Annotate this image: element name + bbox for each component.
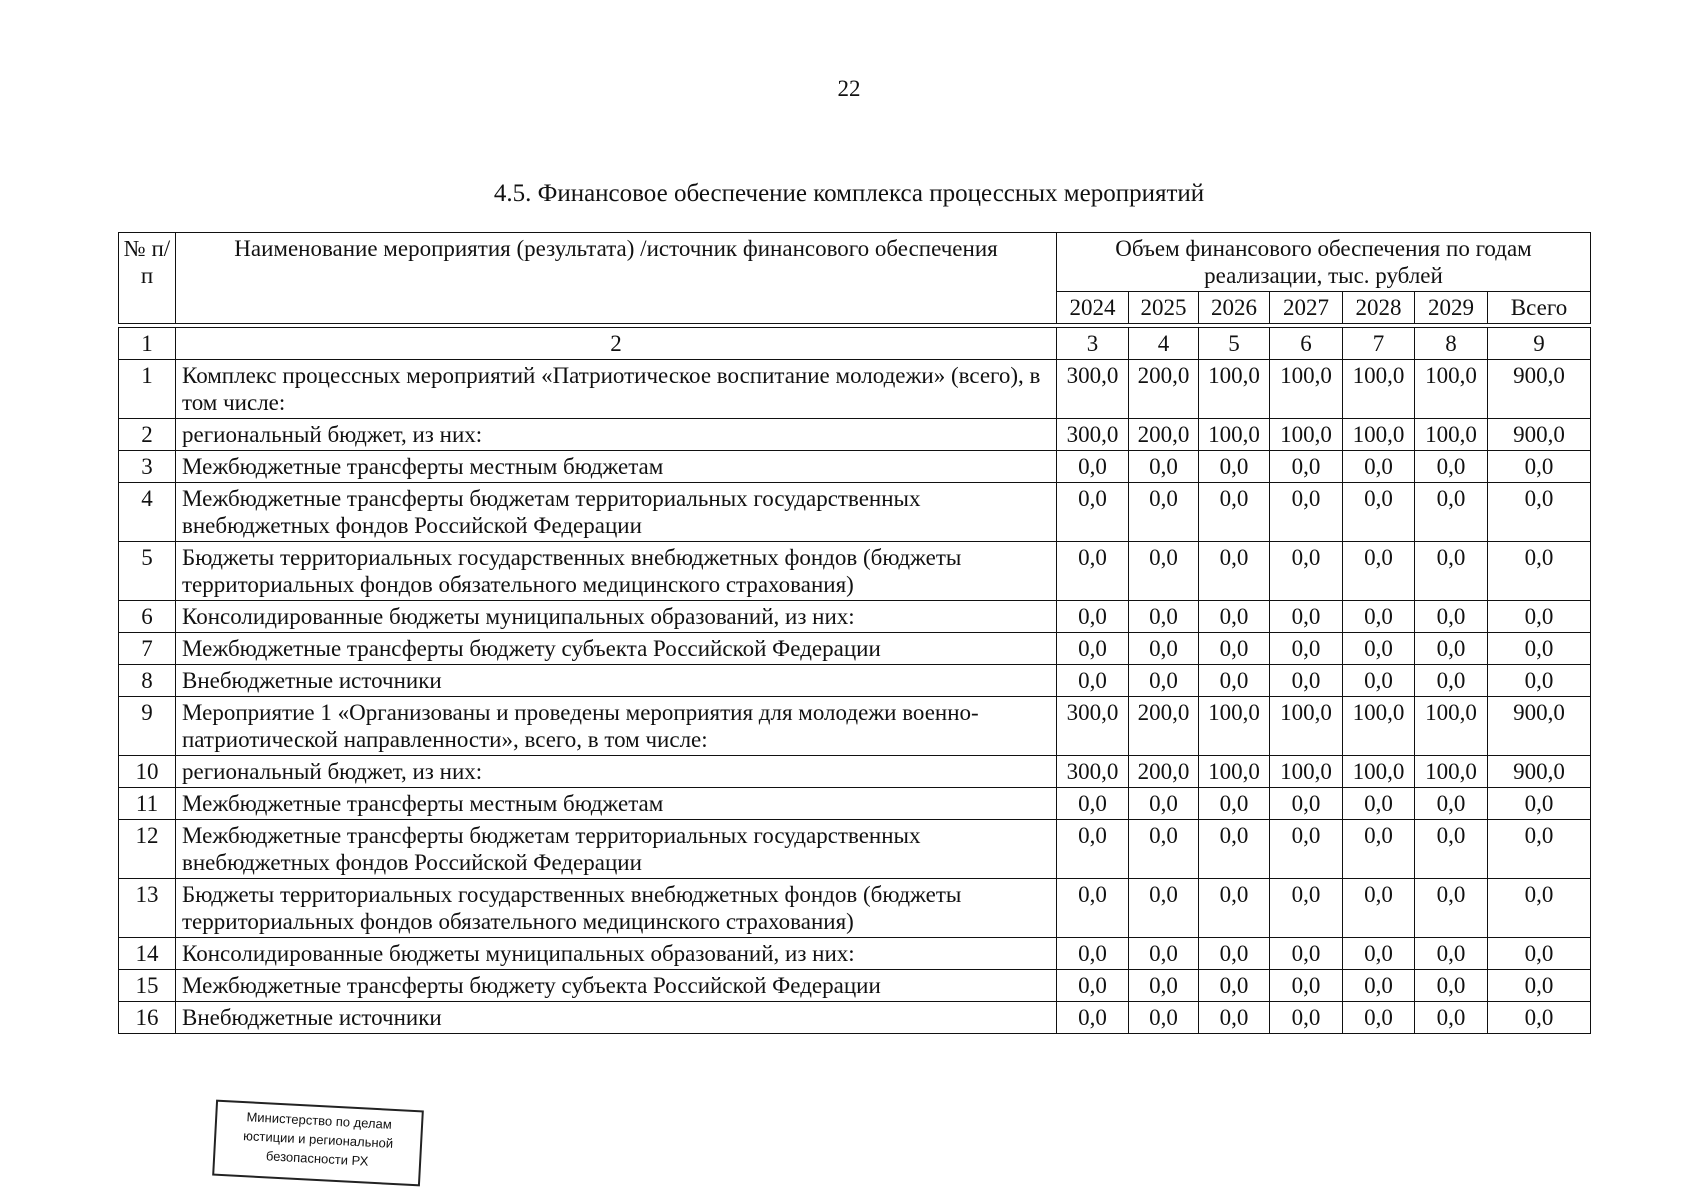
row-value: 0,0 — [1129, 820, 1199, 879]
row-value: 0,0 — [1057, 938, 1129, 970]
row-name: Мероприятие 1 «Организованы и проведены мероприятия для молодежи военно-патриотической направленности», всего, в том числе: — [176, 697, 1057, 756]
row-value: 0,0 — [1129, 1002, 1199, 1034]
stamp-line: юстиции и региональной — [242, 1128, 394, 1151]
column-index: 9 — [1488, 328, 1591, 360]
row-value: 100,0 — [1270, 419, 1343, 451]
row-total: 0,0 — [1488, 970, 1591, 1002]
table-row — [119, 1002, 1591, 1034]
row-value: 0,0 — [1129, 665, 1199, 697]
row-value: 0,0 — [1415, 1002, 1488, 1034]
row-value: 0,0 — [1343, 788, 1415, 820]
header-total: Всего — [1488, 292, 1591, 324]
row-name: Консолидированные бюджеты муниципальных образований, из них: — [176, 601, 1057, 633]
row-number: 1 — [119, 360, 176, 419]
column-index: 4 — [1129, 328, 1199, 360]
financial-table — [118, 232, 1591, 1034]
row-name: Межбюджетные трансферты бюджету субъекта Российской Федерации — [176, 633, 1057, 665]
row-total: 0,0 — [1488, 601, 1591, 633]
column-index: 6 — [1270, 328, 1343, 360]
row-total: 900,0 — [1488, 756, 1591, 788]
row-value: 0,0 — [1270, 601, 1343, 633]
row-value: 0,0 — [1199, 601, 1270, 633]
row-name: Бюджеты территориальных государственных внебюджетных фондов (бюджеты территориальных фондов обязательного медицинского страхования) — [176, 879, 1057, 938]
row-value: 100,0 — [1343, 756, 1415, 788]
row-value: 0,0 — [1199, 820, 1270, 879]
stamp-line: безопасности РХ — [265, 1148, 369, 1169]
row-total: 0,0 — [1488, 879, 1591, 938]
row-name: Межбюджетные трансферты бюджету субъекта Российской Федерации — [176, 970, 1057, 1002]
row-value: 0,0 — [1199, 879, 1270, 938]
row-value: 100,0 — [1199, 419, 1270, 451]
row-value: 0,0 — [1343, 879, 1415, 938]
row-number: 3 — [119, 451, 176, 483]
header-year: 2026 — [1199, 292, 1270, 324]
header-year: 2025 — [1129, 292, 1199, 324]
row-value: 0,0 — [1057, 820, 1129, 879]
header-name: Наименование мероприятия (результата) /источник финансового обеспечения — [176, 233, 1057, 324]
row-value: 0,0 — [1057, 788, 1129, 820]
row-number: 12 — [119, 820, 176, 879]
row-value: 100,0 — [1415, 360, 1488, 419]
row-value: 0,0 — [1270, 788, 1343, 820]
row-total: 900,0 — [1488, 360, 1591, 419]
row-number: 5 — [119, 542, 176, 601]
row-name: Бюджеты территориальных государственных внебюджетных фондов (бюджеты территориальных фондов обязательного медицинского страхования) — [176, 542, 1057, 601]
table-row — [119, 601, 1591, 633]
column-index: 1 — [119, 328, 176, 360]
row-value: 0,0 — [1343, 633, 1415, 665]
row-number: 16 — [119, 1002, 176, 1034]
table-row — [119, 697, 1591, 756]
row-value: 0,0 — [1343, 451, 1415, 483]
table-row — [119, 788, 1591, 820]
ministry-stamp — [212, 1100, 424, 1187]
row-value: 300,0 — [1057, 419, 1129, 451]
row-total: 0,0 — [1488, 665, 1591, 697]
row-value: 100,0 — [1270, 697, 1343, 756]
row-value: 0,0 — [1415, 938, 1488, 970]
row-value: 300,0 — [1057, 756, 1129, 788]
row-value: 0,0 — [1415, 665, 1488, 697]
row-number: 7 — [119, 633, 176, 665]
row-number: 8 — [119, 665, 176, 697]
row-value: 300,0 — [1057, 360, 1129, 419]
row-number: 13 — [119, 879, 176, 938]
row-value: 0,0 — [1199, 788, 1270, 820]
row-value: 0,0 — [1270, 633, 1343, 665]
row-value: 100,0 — [1343, 697, 1415, 756]
row-value: 0,0 — [1129, 788, 1199, 820]
row-value: 100,0 — [1199, 697, 1270, 756]
row-name: Внебюджетные источники — [176, 665, 1057, 697]
row-value: 0,0 — [1415, 788, 1488, 820]
row-value: 0,0 — [1270, 879, 1343, 938]
row-value: 0,0 — [1343, 1002, 1415, 1034]
row-value: 0,0 — [1129, 483, 1199, 542]
row-number: 6 — [119, 601, 176, 633]
row-name: Межбюджетные трансферты бюджетам территориальных государственных внебюджетных фондов Российской Федерации — [176, 483, 1057, 542]
row-value: 0,0 — [1199, 970, 1270, 1002]
row-value: 0,0 — [1270, 1002, 1343, 1034]
row-value: 0,0 — [1415, 483, 1488, 542]
page-number: 22 — [837, 76, 861, 101]
row-value: 100,0 — [1415, 419, 1488, 451]
row-value: 0,0 — [1415, 879, 1488, 938]
row-value: 0,0 — [1199, 938, 1270, 970]
table-row — [119, 970, 1591, 1002]
header-year: 2024 — [1057, 292, 1129, 324]
row-value: 0,0 — [1415, 451, 1488, 483]
row-value: 0,0 — [1343, 665, 1415, 697]
row-value: 0,0 — [1343, 483, 1415, 542]
row-number: 11 — [119, 788, 176, 820]
row-value: 0,0 — [1057, 970, 1129, 1002]
row-value: 200,0 — [1129, 756, 1199, 788]
table-row — [119, 360, 1591, 419]
table-row — [119, 756, 1591, 788]
row-value: 0,0 — [1343, 938, 1415, 970]
row-value: 100,0 — [1199, 756, 1270, 788]
row-value: 0,0 — [1415, 970, 1488, 1002]
row-total: 0,0 — [1488, 633, 1591, 665]
row-total: 900,0 — [1488, 419, 1591, 451]
row-value: 200,0 — [1129, 697, 1199, 756]
row-value: 0,0 — [1343, 970, 1415, 1002]
row-value: 0,0 — [1415, 542, 1488, 601]
row-value: 0,0 — [1415, 601, 1488, 633]
column-index: 8 — [1415, 328, 1488, 360]
column-index: 2 — [176, 328, 1057, 360]
table-row — [119, 879, 1591, 938]
row-value: 0,0 — [1270, 970, 1343, 1002]
row-value: 0,0 — [1057, 879, 1129, 938]
row-value: 0,0 — [1129, 451, 1199, 483]
row-value: 0,0 — [1057, 483, 1129, 542]
row-value: 0,0 — [1343, 820, 1415, 879]
row-total: 0,0 — [1488, 1002, 1591, 1034]
row-value: 0,0 — [1270, 451, 1343, 483]
row-total: 0,0 — [1488, 483, 1591, 542]
row-value: 0,0 — [1199, 665, 1270, 697]
table-row — [119, 419, 1591, 451]
row-value: 0,0 — [1129, 879, 1199, 938]
table-row — [119, 451, 1591, 483]
row-value: 100,0 — [1199, 360, 1270, 419]
row-value: 0,0 — [1057, 1002, 1129, 1034]
row-value: 200,0 — [1129, 419, 1199, 451]
row-value: 0,0 — [1343, 601, 1415, 633]
row-value: 100,0 — [1343, 360, 1415, 419]
table-row — [119, 542, 1591, 601]
row-value: 0,0 — [1057, 601, 1129, 633]
row-value: 100,0 — [1270, 756, 1343, 788]
row-value: 0,0 — [1343, 542, 1415, 601]
row-value: 0,0 — [1057, 542, 1129, 601]
row-total: 0,0 — [1488, 542, 1591, 601]
row-value: 0,0 — [1270, 938, 1343, 970]
row-number: 4 — [119, 483, 176, 542]
section-title: 4.5. Финансовое обеспечение комплекса процессных мероприятий — [493, 180, 1205, 207]
table-row — [119, 938, 1591, 970]
header-year: 2029 — [1415, 292, 1488, 324]
row-value: 0,0 — [1199, 1002, 1270, 1034]
row-name: Консолидированные бюджеты муниципальных образований, из них: — [176, 938, 1057, 970]
table-row — [119, 483, 1591, 542]
row-value: 0,0 — [1199, 633, 1270, 665]
row-total: 0,0 — [1488, 451, 1591, 483]
row-value: 0,0 — [1199, 483, 1270, 542]
header-year: 2027 — [1270, 292, 1343, 324]
row-value: 0,0 — [1270, 665, 1343, 697]
row-number: 14 — [119, 938, 176, 970]
table-row — [119, 820, 1591, 879]
row-name: Межбюджетные трансферты местным бюджетам — [176, 451, 1057, 483]
row-value: 100,0 — [1270, 360, 1343, 419]
row-total: 0,0 — [1488, 820, 1591, 879]
row-name: Комплекс процессных мероприятий «Патриотическое воспитание молодежи» (всего), в том числе: — [176, 360, 1057, 419]
column-index: 5 — [1199, 328, 1270, 360]
row-value: 0,0 — [1057, 451, 1129, 483]
row-value: 0,0 — [1129, 938, 1199, 970]
row-value: 0,0 — [1057, 665, 1129, 697]
row-value: 0,0 — [1129, 633, 1199, 665]
row-value: 0,0 — [1129, 601, 1199, 633]
row-total: 900,0 — [1488, 697, 1591, 756]
column-index: 7 — [1343, 328, 1415, 360]
row-value: 100,0 — [1415, 756, 1488, 788]
header-num: № п/п — [119, 233, 176, 324]
table-row — [119, 633, 1591, 665]
row-name: Внебюджетные источники — [176, 1002, 1057, 1034]
column-index: 3 — [1057, 328, 1129, 360]
row-value: 100,0 — [1415, 697, 1488, 756]
row-value: 300,0 — [1057, 697, 1129, 756]
row-name: Межбюджетные трансферты местным бюджетам — [176, 788, 1057, 820]
row-value: 0,0 — [1270, 542, 1343, 601]
stamp-line: Министерство по делам — [246, 1109, 393, 1132]
row-number: 2 — [119, 419, 176, 451]
row-total: 0,0 — [1488, 788, 1591, 820]
row-value: 0,0 — [1057, 633, 1129, 665]
row-value: 200,0 — [1129, 360, 1199, 419]
header-volume: Объем финансового обеспечения по годам реализации, тыс. рублей — [1057, 233, 1591, 292]
row-number: 15 — [119, 970, 176, 1002]
row-value: 0,0 — [1129, 542, 1199, 601]
table-row — [119, 665, 1591, 697]
row-value: 0,0 — [1270, 820, 1343, 879]
column-index-row — [119, 328, 1591, 360]
row-value: 0,0 — [1415, 820, 1488, 879]
row-value: 0,0 — [1199, 451, 1270, 483]
row-number: 10 — [119, 756, 176, 788]
row-total: 0,0 — [1488, 938, 1591, 970]
row-value: 100,0 — [1343, 419, 1415, 451]
row-name: Межбюджетные трансферты бюджетам территориальных государственных внебюджетных фондов Российской Федерации — [176, 820, 1057, 879]
header-year: 2028 — [1343, 292, 1415, 324]
row-value: 0,0 — [1129, 970, 1199, 1002]
header-row-1 — [119, 233, 1591, 292]
row-name: региональный бюджет, из них: — [176, 756, 1057, 788]
row-number: 9 — [119, 697, 176, 756]
row-value: 0,0 — [1415, 633, 1488, 665]
row-value: 0,0 — [1199, 542, 1270, 601]
row-value: 0,0 — [1270, 483, 1343, 542]
row-name: региональный бюджет, из них: — [176, 419, 1057, 451]
